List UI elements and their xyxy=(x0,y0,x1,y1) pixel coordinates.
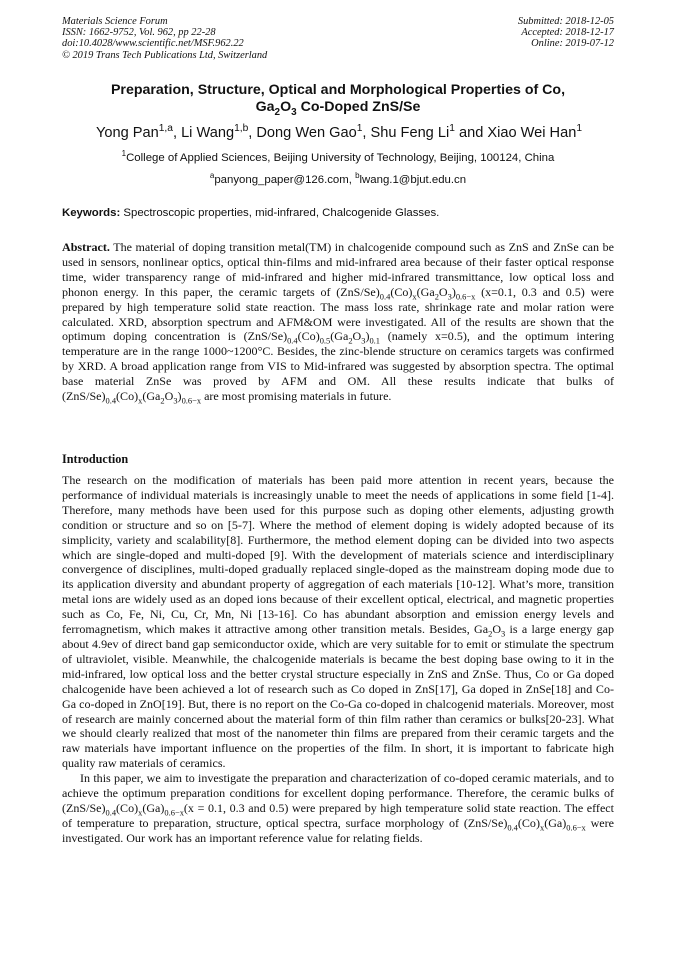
author-name: Shu Feng Li xyxy=(370,125,450,141)
email-a: panyong_paper@126.com, xyxy=(214,174,356,186)
journal-name: Materials Science Forum xyxy=(62,16,168,27)
author-list: Yong Pan$^{1,a}$, Li Wang$^{1,b}$, Dong Wen Gao$^1$, Shu Feng Li$^1$ and Xiao Wei Han$^1$ xyxy=(95,123,583,141)
paragraph: In this paper, we aim to investigate the preparation and characterization of co-doped ceramic materials, and to achieve the optimum preparation conditions for excellent doping performance. Therefore, the ceramic bulks of $(ZnS/Se)_{0.4}(Co)_x(Ga)_{0.6-x}(x = 0.1$, 0.3 and 0.5) were prepared by high temperature solid state reaction. The effect of temperature to preparation, structure, optical spectra, surface morphology of $(ZnS/Se)_{0.4}(Co)_x(Ga)_{0.6-x}$ were investigated. Our work has an important reference value for relating fields. xyxy=(62,771,614,845)
keywords-label: Keywords: xyxy=(62,207,121,219)
paragraph: The research on the modification of materials has been paid more attention in recent years, because the performance of individual materials is increasingly unable to meet the needs of applications in some field [1-4]. Therefore, many methods have been used for this purpose such as doping other elements, adjusting growth condition or structure and so on [5-7]. Where the method of element doping is widely adopted because of its simplicity, variety and scalability[8]. Furthermore, the method element doping can be divided into two aspects which are single-doped and multi-doped [9]. With the development of materials science and interdisciplinary convergence of disciplines, multi-doped gradually replaced single-doped as the mainstream doping mode due to its application diversity and abundant property of aggregation of each materials [10-12]. What’s more, transition metal ions are widely used as an doped ions because of their excellent optical, electrical, and magnetic properties such as Co, Fe, Ni, Cu, Cr, Mn, Ni [13-16]. Co has abundant absorption and emission energy levels and ferromagnetism, which makes it attractive among other transition metals. Besides, $Ga_2O_3$ is a large energy gap about 4.9ev of direct band gap semiconductor oxide, which are very suitable for to emit or stimulate the spectrum of ultraviolet, visible. Meanwhile, the chalcogenide materials is became the best doping base owing to it in the mid-infrared, low optical loss and the better crystal structure especially in ZnS and ZnSe. Thus, Co or Ga doped chalcogenide have been achieved a lot of research such as Co doped in ZnS[17], Ga doped in ZnSe[18] and Co-Ga co-doped in ZnO[19]. But, there is no report on the Co-Ga co-doped in chalcogenid materials. Moreover, most of research are mainly concerned about the material form of thin film rather than ceramics or bulks[20-23]. What we should clearly realized that most of the nanometer thin films are prepared from their ceramic targets and the raw materials have important influence on the properties of the film. In short, it is important to fabricate high quality raw materials of ceramics. xyxy=(62,473,614,771)
journal-info xyxy=(62,16,267,61)
keywords-text: Spectroscopic properties, mid-infrared, Chalcogenide Glasses. xyxy=(120,207,440,219)
affiliation: $^1$College of Applied Sciences, Beijing University of Technology, Beijing, 100124, China xyxy=(121,149,555,164)
author-name: Xiao Wei Han xyxy=(487,125,577,141)
doi-line: doi:10.4028/www.scientific.net/MSF.962.22 xyxy=(62,38,244,50)
author-emails: $^a$panyong_paper@126.com, $^b$lwang.1@bjut.edu.cn xyxy=(209,171,467,186)
online-date: Online: 2019-07-12 xyxy=(531,38,614,50)
abstract-label: Abstract. xyxy=(62,240,110,254)
copyright-line: © 2019 Trans Tech Publications Ltd, Switzerland xyxy=(62,49,268,61)
dates-info xyxy=(518,16,614,50)
email-b: lwang.1@bjut.edu.cn xyxy=(359,174,467,186)
author-name: Yong Pan xyxy=(95,125,159,141)
author-name: Li Wang xyxy=(181,125,235,141)
title-line-1: Preparation, Structure, Optical and Morphological Properties of Co, xyxy=(110,82,566,98)
author-name: Dong Wen Gao xyxy=(256,125,357,141)
title-line-2: $Ga_2O_3$ Co-Doped ZnS/Se xyxy=(255,99,421,118)
abstract-body: The material of doping transition metal(TM) in chalcogenide compound such as ZnS and ZnSe can be used in sensors, nonlinear optics, optical thin-films and mid-infrared area because of their faster optical response time, wider transparency range of mid-infrared and higher mid-infrared transmittance, low optical loss and phonon energy. In this paper, the ceramic targets of $(ZnS/Se)_{0.4}(Co)_x(Ga_2O_3)_{0.6-x}$ (x=0.1, 0.3 and 0.5) were prepared by high temperature solid state reaction. The mass loss rate, shrinkage rate and molar ration were calculated. XRD, absorption spectrum and AFM&OM were investigated. All of the results are shown that the optimum doping concentration is $(ZnS/Se)_{0.4}(Co)_{0.5}(Ga_2O_3)_{0.1}$ (namely x=0.5), and the optimum intering temperature are in the range 1000~1200°C. Besides, the zinc-blende structure on ceramics targets was confirmed by XRD. A broad application range from VIS to Mid-infrared was suggested by absorption spectra. The optimal base material ZnSe was proved by AFM and OM. All these results indicate that bulks of $(ZnS/Se)_{0.4}(Co)_x(Ga_2O_3)_{0.6-x}$ are most promising materials in future. xyxy=(62,240,614,406)
submitted-date: Submitted: 2018-12-05 xyxy=(517,16,614,27)
keywords xyxy=(62,206,614,220)
introduction-body xyxy=(62,473,614,846)
abstract xyxy=(62,240,614,404)
issn-line: ISSN: 1662-9752, Vol. 962, pp 22-28 xyxy=(62,27,216,39)
paper-title xyxy=(62,82,614,116)
accepted-date: Accepted: 2018-12-17 xyxy=(521,27,614,39)
section-heading-introduction: Introduction xyxy=(62,452,129,466)
